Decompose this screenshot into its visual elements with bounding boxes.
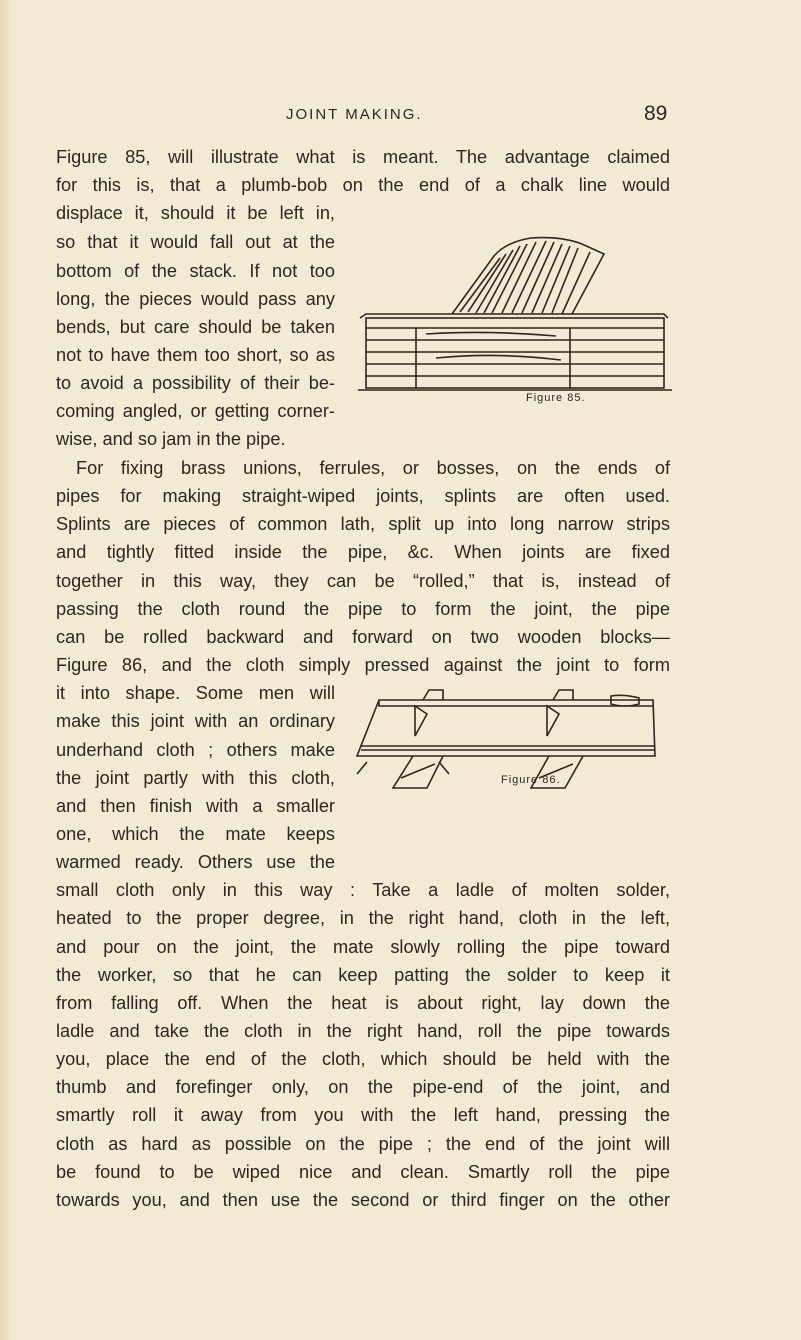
text-line: and then finish with a smaller: [56, 796, 335, 816]
text-line: Splints are pieces of common lath, split up into long narrow strips: [56, 514, 670, 534]
text-line: towards you, and then use the second or third finger on the other: [56, 1190, 670, 1210]
text-line: cloth as hard as possible on the pipe ; the end of the joint will: [56, 1134, 670, 1154]
text-line: thumb and forefinger only, on the pipe-end of the joint, and: [56, 1077, 670, 1097]
text-line: the worker, so that he can keep patting the solder to keep it: [56, 965, 670, 985]
page-number: 89: [644, 102, 668, 125]
text-line: and pour on the joint, the mate slowly rolling the pipe toward: [56, 937, 670, 957]
text-line: can be rolled backward and forward on two wooden blocks—: [56, 627, 670, 647]
text-line: from falling off. When the heat is about right, lay down the: [56, 993, 670, 1013]
text-line: warmed ready. Others use the: [56, 852, 335, 872]
text-line: to avoid a possibility of their be-: [56, 373, 335, 393]
text-line: so that it would fall out at the: [56, 232, 335, 252]
text-line: passing the cloth round the pipe to form the joint, the pipe: [56, 599, 670, 619]
running-head: JOINT MAKING.: [286, 106, 423, 123]
text-line: it into shape. Some men will: [56, 683, 335, 703]
text-line: be found to be wiped nice and clean. Smartly roll the pipe: [56, 1162, 670, 1182]
text-line: ladle and take the cloth in the right hand, roll the pipe towards: [56, 1021, 670, 1041]
text-line: For fixing brass unions, ferrules, or bosses, on the ends of: [76, 458, 670, 478]
text-line: the joint partly with this cloth,: [56, 768, 335, 788]
text-line: coming angled, or getting corner-: [56, 401, 335, 421]
text-line: not to have them too short, so as: [56, 345, 335, 365]
text-line: together in this way, they can be “rolled,” that is, instead of: [56, 571, 670, 591]
figure-85-illustration: [356, 186, 674, 404]
text-line: bottom of the stack. If not too: [56, 261, 335, 281]
text-line: pipes for making straight-wiped joints, splints are often used.: [56, 486, 670, 506]
text-line: underhand cloth ; others make: [56, 740, 335, 760]
figure-85-caption: Figure 85.: [526, 392, 586, 404]
text-line: small cloth only in this way : Take a ladle of molten solder,: [56, 880, 670, 900]
text-line: for this is, that a plumb-bob on the end of a chalk line would: [56, 175, 670, 195]
text-line: make this joint with an ordinary: [56, 711, 335, 731]
text-line: Figure 85, will illustrate what is meant. The advantage claimed: [56, 147, 670, 167]
text-line: long, the pieces would pass any: [56, 289, 335, 309]
text-line: Figure 86, and the cloth simply pressed against the joint to form: [56, 655, 670, 675]
text-line: smartly roll it away from you with the left hand, pressing the: [56, 1105, 670, 1125]
text-line: wise, and so jam in the pipe.: [56, 429, 286, 449]
page-gutter-shadow: [0, 0, 10, 1340]
text-line: and tightly fitted inside the pipe, &c. When joints are fixed: [56, 542, 670, 562]
page-header: [0, 102, 801, 130]
figure-86-caption: Figure 86.: [501, 774, 561, 786]
text-line: you, place the end of the cloth, which should be held with the: [56, 1049, 670, 1069]
text-line: bends, but care should be taken: [56, 317, 335, 337]
text-line: heated to the proper degree, in the right hand, cloth in the left,: [56, 908, 670, 928]
figure-86-illustration: [353, 688, 673, 796]
text-line: one, which the mate keeps: [56, 824, 335, 844]
text-line: displace it, should it be left in,: [56, 203, 335, 223]
